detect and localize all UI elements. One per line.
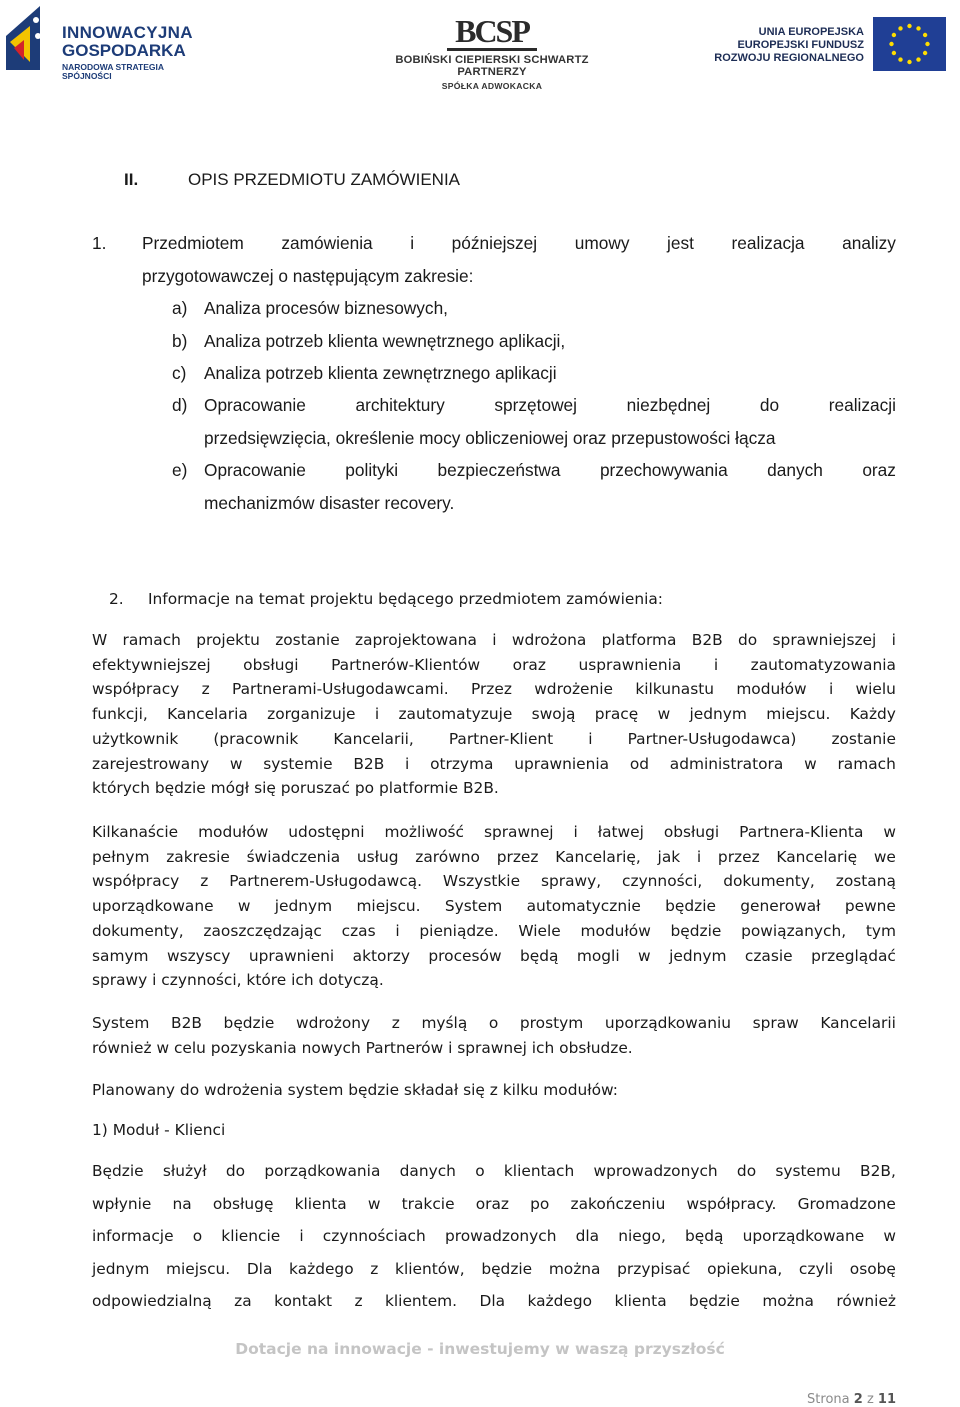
word: otrzyma — [430, 754, 494, 773]
word: od — [629, 754, 650, 773]
eu-line3: ROZWOJU REGIONALNEGO — [714, 52, 864, 64]
word: w — [237, 897, 251, 916]
word: Partnera-Klienta — [739, 823, 864, 841]
word: polityki — [345, 460, 399, 480]
word: porządkowania — [264, 1162, 381, 1180]
word: Partnerów-Klientów — [331, 655, 481, 674]
word: o — [475, 1162, 485, 1180]
word: wpłynie — [92, 1194, 152, 1213]
word: System — [444, 897, 503, 916]
word: wdrożona — [511, 631, 587, 649]
word: można — [762, 1292, 814, 1311]
word: aktorzy — [352, 946, 410, 965]
word: prostym — [519, 1014, 584, 1032]
word: Dla — [479, 1292, 506, 1311]
word: obsługi — [663, 823, 720, 841]
word: klienta — [614, 1292, 667, 1311]
word: trakcie — [401, 1194, 455, 1213]
word: pieniądze. — [419, 921, 499, 940]
para1-line — [92, 755, 896, 773]
word: klientem. — [384, 1292, 458, 1311]
word: udostępni — [288, 823, 365, 841]
word: klienta — [294, 1194, 347, 1213]
word: na — [172, 1194, 192, 1213]
word: wdrożenie — [534, 680, 614, 699]
para1-line — [92, 730, 896, 748]
para5-line — [92, 1292, 896, 1310]
para2-line — [92, 897, 896, 915]
footer-slogan: Dotacje na innowacje - inwestujemy w waszą przyszłość — [235, 1340, 725, 1358]
word: i — [492, 631, 497, 649]
word: danych — [767, 460, 823, 480]
word: przechowywania — [599, 460, 728, 480]
word: pracę — [594, 705, 639, 724]
word: klientach — [503, 1162, 575, 1180]
pager-sep: z — [866, 1392, 874, 1407]
word: współpracy — [92, 872, 180, 891]
word: będą — [685, 1227, 724, 1246]
word: automatycznie — [526, 897, 641, 916]
word: swoją — [531, 705, 576, 724]
word: w — [638, 946, 651, 965]
word: bezpieczeństwa — [437, 460, 561, 480]
word: i — [696, 847, 702, 866]
word: realizacja — [731, 233, 805, 253]
word: oraz — [475, 1194, 509, 1213]
word: myślą — [421, 1014, 468, 1032]
word: Opracowanie — [204, 395, 306, 415]
word: efektywniejszej — [92, 655, 211, 674]
word: B2B — [171, 1014, 202, 1032]
para1-line — [92, 656, 896, 674]
word: Partnerem-Usługodawcą. — [229, 872, 422, 891]
word: Kancelaria — [167, 705, 248, 724]
word: z — [391, 1014, 400, 1032]
word: informacje — [92, 1227, 174, 1246]
word: Kancelarię — [776, 847, 858, 866]
word: obsługę — [212, 1194, 274, 1213]
word: zarejestrowany — [92, 754, 210, 773]
para5-line — [92, 1260, 896, 1278]
word: przez — [496, 847, 539, 866]
ig-wordmark — [62, 24, 214, 80]
para2-line — [92, 922, 896, 940]
word: Kancelarii — [820, 1014, 896, 1032]
word: kilkunastu — [635, 680, 714, 699]
word: i — [713, 655, 719, 674]
word: i — [891, 631, 896, 649]
eu-line2: EUROPEJSKI FUNDUSZ — [737, 39, 864, 51]
list-label-d: d) — [172, 395, 188, 415]
word: sprzętowej — [494, 395, 578, 415]
word: i — [588, 729, 593, 748]
list-item-c: Analiza potrzeb klienta zewnętrznego aplikacji — [204, 363, 557, 383]
word: zakresie — [166, 847, 230, 866]
word: z — [354, 1292, 363, 1311]
page-indicator — [807, 1392, 896, 1407]
word: jest — [667, 233, 694, 253]
word: Każdy — [849, 705, 896, 724]
eu-wordmark — [714, 26, 864, 65]
list-item-b: Analiza potrzeb klienta wewnętrznego aplikacji, — [204, 331, 566, 351]
word: miejscu. — [356, 897, 421, 916]
list-label-b: b) — [172, 331, 188, 351]
word: usprawnienia — [578, 655, 682, 674]
word: przez — [717, 847, 760, 866]
word: w — [657, 705, 671, 724]
word: możliwość — [384, 823, 465, 841]
word: modułów — [736, 680, 807, 699]
word: i — [405, 754, 410, 773]
word: wdrożony — [296, 1014, 371, 1032]
word: za — [234, 1292, 252, 1311]
para1-line — [92, 705, 896, 723]
word: sprawy, — [540, 872, 602, 891]
word: przypisać — [617, 1259, 691, 1278]
word: Wiele — [518, 921, 561, 940]
word: dokumenty, — [723, 872, 815, 891]
word: systemu — [775, 1162, 841, 1180]
word: odpowiedzialną — [92, 1292, 212, 1311]
para2-line — [92, 848, 896, 866]
word: do — [759, 395, 780, 415]
list-item-e-line1 — [204, 460, 896, 481]
word: z — [370, 1259, 379, 1278]
ig-line1: INNOWACYJNA — [62, 23, 193, 42]
word: architektury — [355, 395, 445, 415]
word: również — [836, 1292, 896, 1311]
item1-line2: przygotowawczej o następującym zakresie: — [142, 266, 474, 286]
word: Partner-Usługodawca) — [627, 729, 797, 748]
word: każdego — [527, 1292, 593, 1311]
word: uprawnienia — [514, 754, 610, 773]
word: spraw — [752, 1014, 799, 1032]
word: umowy — [574, 233, 630, 253]
word: Będzie — [92, 1162, 144, 1180]
word: tym — [865, 921, 896, 940]
word: Przedmiotem — [142, 233, 244, 253]
bcsp-name: BOBIŃSKI CIEPIERSKI SCHWARTZ PARTNERZY — [395, 54, 589, 78]
word: i — [573, 823, 578, 841]
word: miejscu. — [166, 1259, 231, 1278]
word: modułów — [580, 921, 651, 940]
word: Wszystkie — [442, 872, 521, 891]
word: uporządkowane — [742, 1227, 865, 1246]
word: jednym — [92, 1259, 150, 1278]
list-label-e: e) — [172, 460, 188, 480]
word: w — [229, 754, 243, 773]
word: będzie — [670, 921, 722, 940]
word: zaprojektowana — [354, 631, 477, 649]
word: uporządkowane — [92, 897, 214, 916]
word: Kilkanaście — [92, 823, 179, 841]
pager-label: Strona — [807, 1392, 850, 1407]
word: zarówno — [415, 847, 480, 866]
word: dla — [575, 1227, 600, 1246]
word: i — [828, 680, 834, 699]
word: projektu — [196, 631, 260, 649]
pager-total: 11 — [877, 1392, 896, 1407]
word: z — [201, 680, 210, 699]
word: o — [192, 1227, 203, 1246]
section-number: II. — [124, 170, 139, 189]
word: wszyscy — [166, 946, 231, 965]
word: i — [410, 233, 415, 253]
word: danych — [399, 1162, 456, 1180]
word: sprawnej — [483, 823, 554, 841]
word: we — [873, 847, 896, 866]
word: ramach — [837, 754, 896, 773]
word: Dla — [246, 1259, 273, 1278]
word: prowadzonych — [444, 1227, 557, 1246]
word: zostanie — [831, 729, 896, 748]
word: kontakt — [274, 1292, 333, 1311]
item1-number: 1. — [92, 233, 107, 253]
word: użytkownik — [92, 729, 179, 748]
word: w — [804, 754, 817, 773]
word: w — [367, 1194, 381, 1213]
word: zamówienia — [281, 233, 373, 253]
word: jednym — [274, 897, 333, 916]
word: mogli — [576, 946, 620, 965]
word: usług — [356, 847, 399, 866]
para2-line — [92, 947, 896, 965]
bcsp-mark: BCSP — [447, 14, 537, 51]
word: Przez — [470, 680, 512, 699]
eu-flag-icon — [873, 17, 946, 71]
word: można — [548, 1259, 601, 1278]
word: W — [92, 631, 108, 649]
word: do — [225, 1162, 246, 1180]
word: System — [92, 1014, 150, 1032]
paragraph-3-last-line: również w celu pozyskania nowych Partnerów i sprawnej ich obsłudze. — [92, 1039, 633, 1057]
paragraph-1-last-line: których będzie mógł się poruszać po platformie B2B. — [92, 779, 499, 797]
word: Kancelarię, — [555, 847, 641, 866]
word: i — [374, 705, 380, 724]
word: będzie — [223, 1014, 275, 1032]
word: o — [488, 1014, 499, 1032]
word: Kancelarii, — [333, 729, 414, 748]
ig-line3: NARODOWA STRATEGIA SPÓJNOŚCI — [62, 62, 164, 81]
word: miejscu. — [766, 705, 831, 724]
paragraph-2-last-line: sprawy i czynności, które ich dotyczą. — [92, 971, 384, 989]
word: będzie — [689, 1292, 740, 1311]
word: z — [200, 872, 209, 891]
word: będą — [519, 946, 559, 965]
word: osobę — [849, 1259, 896, 1278]
word: niego, — [618, 1227, 666, 1246]
list-item-d-line1 — [204, 395, 896, 416]
eu-line1: UNIA EUROPEJSKA — [758, 26, 864, 38]
para2-line — [92, 823, 896, 841]
word: uprawnieni — [248, 946, 335, 965]
para3-line — [92, 1014, 896, 1032]
word: jak — [657, 847, 681, 866]
word: czas — [341, 921, 376, 940]
word: zautomatyzuje — [398, 705, 513, 724]
word: do — [738, 631, 758, 649]
word: pełnym — [92, 847, 150, 866]
word: i — [395, 921, 400, 940]
word: w — [883, 1227, 896, 1246]
item2-heading: Informacje na temat projektu będącego przedmiotem zamówienia: — [148, 590, 663, 608]
word: jednym — [669, 946, 727, 965]
word: czasie — [744, 946, 793, 965]
word: zostaną — [835, 872, 896, 891]
word: B2B — [353, 754, 385, 773]
word: niezbędnej — [626, 395, 711, 415]
word: i — [299, 1227, 304, 1246]
word: dokumenty, — [92, 921, 184, 940]
list-item-e-line2: mechanizmów disaster recovery. — [204, 493, 455, 513]
item2-number: 2. — [109, 590, 124, 608]
word: realizacji — [828, 395, 896, 415]
word: B2B, — [860, 1162, 896, 1180]
word: Partnerami-Usługodawcami. — [231, 680, 449, 699]
word: oraz — [512, 655, 546, 674]
word: opiekuna, — [707, 1259, 783, 1278]
word: administratora — [669, 754, 784, 773]
word: późniejszej — [451, 233, 538, 253]
section-title: OPIS PRZEDMIOTU ZAMÓWIENIA — [188, 170, 461, 189]
list-label-a: a) — [172, 298, 188, 318]
para2-line — [92, 872, 896, 890]
word: pewne — [844, 897, 896, 916]
para1-line — [92, 631, 896, 649]
word: do — [736, 1162, 757, 1180]
innowacyjna-gospodarka-logo — [4, 4, 214, 81]
word: B2B — [691, 631, 723, 649]
word: ramach — [122, 631, 181, 649]
word: przeglądać — [811, 946, 896, 965]
word: po — [530, 1194, 550, 1213]
para1-line — [92, 680, 896, 698]
word: generował — [740, 897, 821, 916]
word: oraz — [862, 460, 896, 480]
word: będzie — [665, 897, 716, 916]
item1-line1 — [142, 233, 896, 254]
bcsp-logo — [362, 13, 622, 91]
ig-flag-icon — [4, 6, 50, 72]
para5-line — [92, 1195, 896, 1213]
word: Opracowanie — [204, 460, 306, 480]
word: czynnościach — [322, 1227, 426, 1246]
word: procesów — [428, 946, 502, 965]
header — [0, 0, 960, 90]
word: zaoszczędzając — [203, 921, 322, 940]
word: współpracy — [92, 680, 180, 699]
word: łatwej — [597, 823, 644, 841]
word: jednym — [689, 705, 747, 724]
word: świadczenia — [246, 847, 341, 866]
word: platforma — [601, 631, 677, 649]
word: modułów — [198, 823, 269, 841]
word: systemie — [263, 754, 333, 773]
word: będzie — [481, 1259, 533, 1278]
word: zautomatyzowania — [750, 655, 896, 674]
word: w — [883, 823, 896, 841]
word: obsługi — [243, 655, 299, 674]
word: czyli — [798, 1259, 834, 1278]
word: uporządkowaniu — [604, 1014, 731, 1032]
word: zostanie — [275, 631, 340, 649]
word: powiązanych, — [741, 921, 847, 940]
word: czynności, — [622, 872, 703, 891]
list-item-d-line2: przedsięwzięcia, określenie mocy obliczeniowej oraz przepustowości łącza — [204, 428, 776, 448]
eu-logo — [714, 14, 960, 74]
word: wprowadzonych — [593, 1162, 718, 1180]
bcsp-sub: SPÓŁKA ADWOKACKA — [441, 81, 543, 91]
word: współpracy. — [686, 1194, 777, 1213]
word: kliencie — [221, 1227, 281, 1246]
word: Gromadzone — [797, 1194, 896, 1213]
ig-line2: GOSPODARKA — [62, 41, 186, 60]
word: każdego — [289, 1259, 354, 1278]
word: wielu — [855, 680, 896, 699]
word: zorganizuje — [267, 705, 356, 724]
word: służył — [162, 1162, 207, 1180]
word: klientów, — [395, 1259, 465, 1278]
para5-line — [92, 1227, 896, 1245]
word: Partner-Klient — [448, 729, 554, 748]
word: samym — [92, 946, 149, 965]
module-1-heading: 1) Moduł - Klienci — [92, 1121, 226, 1139]
pager-current: 2 — [853, 1392, 863, 1407]
word: sprawniejszej — [772, 631, 877, 649]
word: zakończeniu — [570, 1194, 666, 1213]
para5-line — [92, 1162, 896, 1180]
paragraph-4: Planowany do wdrożenia system będzie składał się z kilku modułów: — [92, 1081, 618, 1099]
word: funkcji, — [92, 705, 148, 724]
word: (pracownik — [213, 729, 299, 748]
word: analizy — [842, 233, 896, 253]
list-label-c: c) — [172, 363, 187, 383]
list-item-a: Analiza procesów biznesowych, — [204, 298, 448, 318]
